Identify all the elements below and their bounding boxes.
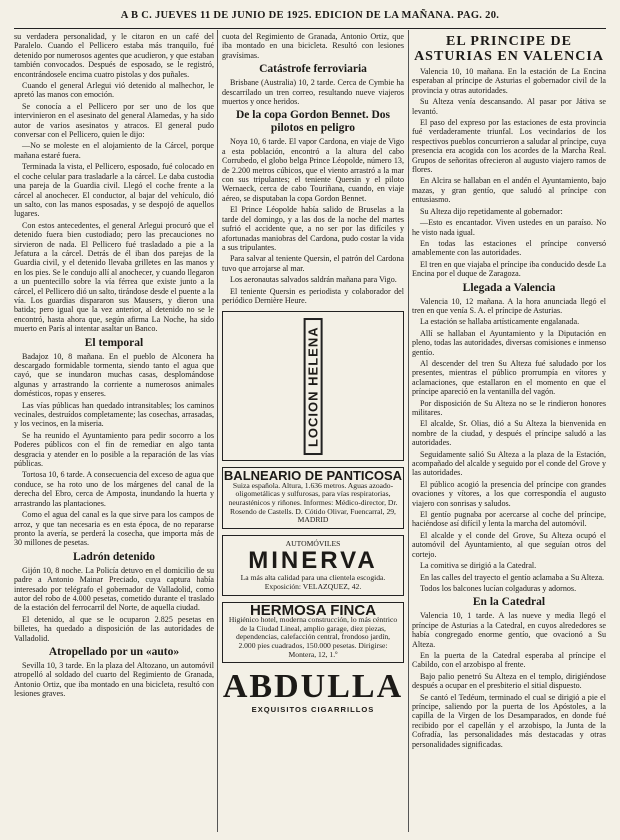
ad-abdulla-title: ABDULLA (222, 668, 404, 706)
article-paragraph: Seguidamente salió Su Alteza a la plaza de la Estación, acompañado del alcalde y seguido por el conde del Grove y las autoridades. (412, 449, 606, 478)
ad-minerva-title: MINERVA (248, 547, 378, 575)
article-paragraph: El teniente Quersin es periodista y colaborador del periódico Dernière Heure. (222, 286, 404, 305)
article-paragraph: El alcalde, Sr. Olias, dió a Su Alteza la bienvenida en nombre de la ciudad, y después el príncipe saludó a las autoridades. (412, 419, 606, 448)
ad-locion-helena-text: LOCION HELENA (303, 318, 322, 455)
article-paragraph: El público acogió la presencia del príncipe con grandes ovaciones y vítores, a los que correspondía el augusto viajero con sonrisas y saludos. (412, 479, 606, 508)
article-paragraph: —No se moleste en el alojamiento de la Cárcel, porque mañana estaré fuera. (14, 141, 214, 160)
advertisement-minerva (222, 535, 404, 596)
advertisement-panticosa (222, 467, 404, 528)
article-paragraph: Badajoz 10, 8 mañana. En el pueblo de Alconera ha descargado formidable tormenta, siendo tanto el agua que cayó, que se inundaron muchas casas, desplomándose algunas y arrastrando la corriente a numerosos animales domésticos, ropas y enseres. (14, 351, 214, 399)
column-middle (222, 32, 404, 832)
article-paragraph: La estación se hallaba artísticamente engalanada. (420, 317, 580, 327)
article-paragraph: El tren en que viajaba el príncipe iba conducido desde La Encina por el duque de Zaragoza. (412, 259, 606, 279)
article-paragraph: En Alcira se hallaban en el andén el Ayuntamiento, bajo mazas, y gran gentío, que saludó al príncipe con entusiasmo. (412, 176, 606, 205)
article-paragraph: Valencia 10, 12 mañana. A la hora anunciada llegó el tren en que venía S. A. el príncipe de Asturias. (412, 296, 606, 315)
article-paragraph: El Prince Léopolde había salido de Bruselas a la tarde del domingo, y a las dos de la noche del martes sufrió el accidente que, a no ser por las difíciles y afortunadas maniobras del Cardona, pudo costar la vida a sus tripulantes. (222, 205, 404, 252)
article-paragraph: Las vías públicas han quedado intransitables; los caminos vecinales, destruídos completamente; las cosechas, arrasadas, y los vecinos, en la miseria. (14, 400, 214, 429)
column-divider (408, 30, 409, 832)
article-paragraph: El paso del expreso por las estaciones de esta provincia fué verdaderamente triunfal. Los vecindarios de los respectivos pueblos concurrieron a saludar al príncipe, cuya presencia era acogida con los acordes de la Marcha Real. Grupos de señoritas ofrecieron al augusto viajero ramos de flores. (412, 118, 606, 175)
ad-abdulla-text: EXQUISITOS CIGARRILLOS (251, 705, 375, 715)
header-rule (14, 28, 606, 29)
headline-ladron: Ladrón detenido (72, 550, 156, 563)
ad-hermosa-finca-title: HERMOSA FINCA (249, 601, 377, 619)
article-paragraph: Terminada la vista, el Pellicero, esposado, fué colocado en el coche celular para trasladarle a la cárcel. Le daba custodia una pareja de la Guardia civil. Llegó el coche frente a la cárcel al anochecer. El conductor, al bajar del vehículo, dió un salto, con las manos esposadas, y se despojó de aquellos lugares. (14, 162, 214, 219)
ad-minerva-top: AUTOMÓVILES (285, 538, 341, 548)
article-paragraph: Su Alteza dijo repetidamente al gobernador: (420, 206, 563, 216)
article-paragraph: Se cantó el Tedéum, terminado el cual se dirigió a pie el príncipe, saliendo por la puerta de los Apóstoles, a la capilla de la Virgen de los Desamparados, en donde fué recibido por el capellán y el arzobispo, la Junta de la Cofradía, las personalidades más destacadas y otras personalidades significadas. (412, 692, 606, 749)
article-paragraph: Sevilla 10, 3 tarde. En la plaza del Altozano, un automóvil atropelló al soldado del cuarto del Regimiento de Granada, Antonio Ortiz, que iba montado en una bicicleta, resultó con lesiones graves. (14, 660, 214, 699)
headline-copa-gordon-bennet: De la copa Gordon Bennet. Dos pilotos en peligro (236, 109, 390, 135)
ad-minerva-text: La más alta calidad para una clientela escogida. Exposición: VELAZQUEZ, 42. (240, 573, 386, 591)
article-paragraph: Su Alteza venía descansando. Al pasar por Játiva se levantó. (412, 97, 606, 116)
column-right (412, 32, 606, 832)
article-paragraph: Valencia 10, 1 tarde. A las nueve y media llegó el príncipe de Asturias a la Catedral, en cuyos alrededores se había congregado enorme gentío, que ovacionó a Su Alteza. (412, 611, 606, 649)
ad-panticosa-text: Suiza española. Altura, 1.636 metros. Aguas azoado-oligometálicas y sulfurosas, para vías respiratorias, neurasténicos y riñones. Informes: Médico-director, Dr. Rosendo de Castells. D. Cótido Olivar, Fuencarral, 29, MADRID (228, 480, 398, 525)
article-paragraph: cuota del Regimiento de Granada, Antonio Ortiz, que iba montado en una bicicleta. Resultó con lesiones gravísimas. (222, 32, 404, 60)
article-paragraph: Se ha reunido el Ayuntamiento para pedir socorro a los Poderes públicos con el fin de remediar en algo tanta desgracia y atender en lo posible a la reparación de las vías públicas. (14, 430, 214, 469)
ad-hermosa-finca-text: Higiénico hotel, moderna construcción, lo más céntrico de la Ciudad Lineal, amplio garage, diez piezas, dependencias, calefacción central, frondoso jardín, 2.000 pies cuadrados, 150.000 pesetas. Dirigirse: Montera, 12, 1.º (228, 615, 398, 659)
advertisement-hermosa-finca (222, 602, 404, 663)
article-paragraph: Como el agua del canal es la que sirve para los campos de arroz, y que tan necesaria es en esta época, de no repararse pronto la avería, se perderá la cosecha, que importa más de 30 millones de pesetas. (14, 510, 214, 548)
ad-panticosa-title: BALNEARIO DE PANTICOSA (223, 468, 403, 484)
article-paragraph: Todos los balcones lucían colgaduras y adornos. (420, 583, 577, 593)
article-paragraph: En las calles del trayecto el gentío aclamaba a Su Alteza. (420, 572, 605, 582)
article-paragraph: El gentío pugnaba por acercarse al coche del príncipe, haciéndose así difícil y lenta la marcha del automóvil. (412, 510, 606, 529)
article-paragraph: Cuando el general Arlegui vió detenido al malhechor, le apretó las manos con emoción. (14, 81, 214, 100)
article-paragraph: Gijón 10, 8 noche. La Policía detuvo en el domicilio de su padre a Antonio Mainar Preciado, cuya captura había interesado por telégrafo el gobernador de Valladolid, como autor del robo de 4.000 pesetas, cometido durante el traslado de la estación del ferrocarril del Norte, de aquella ciudad. (14, 565, 214, 613)
article-paragraph: El detenido, al que se le ocuparon 2.825 pesetas en billetes, ha quedado a disposición de las autoridades de Valladolid. (14, 614, 214, 643)
column-divider (217, 30, 218, 832)
headline-temporal: El temporal (84, 336, 144, 349)
article-paragraph: Al descender del tren Su Alteza fué saludado por los presentes, mientras el público prorrumpía en vítores y aclamaciones, que estallaron en el momento en que el príncipe apareció en la ventanilla del vagón. (412, 358, 606, 397)
headline-atropellado: Atropellado por un «auto» (48, 645, 180, 658)
headline-llegada-valencia: Llegada a Valencia (462, 281, 556, 294)
article-paragraph: Noya 10, 6 tarde. El vapor Cardona, en viaje de Vigo a esta población, encontró a la altura del cabo Corrubedo, el globo belga Prince Léopolde, número 13, de 2.200 metros cúbicos, que el viento arrastró a la mar con sus tripulantes; el teniente Quersin y el piloto Wernaeck, cerca de cabo Touriñana, cuando, en viaje aéreo, se disputaban la copa Gordon Bennet. (222, 137, 404, 203)
article-paragraph: El alcalde y el conde del Grove, Su Alteza ocupó el automóvil del Ayuntamiento, al que seguían otros del cortejo. (412, 530, 606, 559)
article-paragraph: Para salvar al teniente Quersin, el patrón del Cardona tuvo que arrojarse al mar. (222, 254, 404, 273)
article-paragraph: Con estos antecedentes, el general Arlegui procuró que el detenido fuera bien custodiado; pero las precauciones no sirvieron de nada. El Pellicero fué trasladado a pie a la Jefatura a la cárcel. Detrás de él iban dos parejas de la Guardia civil, y el detenido llevaba grilletes en las manos y en los pies. Se le condujo allí al anochecer, y cuando llegaron a un puentecillo sobre la vía férrea que existe junto a la cárcel, el Pellicero dió un salto, tirándose desde el puente a la vía. Los guardias dispararon sus Mausers, y dieron una batida; pero igual que la vez anterior, al detenido no se le encontró, hasta ahora que, según afirma La Noche, ha sido muerto en París al intentar asaltar un Banco. (14, 220, 214, 334)
masthead: A B C. JUEVES 11 DE JUNIO DE 1925. EDICION DE LA MAÑANA. PAG. 20. (120, 10, 500, 21)
headline-catedral: En la Catedral (472, 596, 546, 609)
article-paragraph: Brisbane (Australia) 10, 2 tarde. Cerca de Cymbie ha descarrilado un tren correo, resultando nueve viajeros muertos y once heridos. (222, 78, 404, 107)
article-paragraph: —Esto es encantador. Viven ustedes en un paraíso. No he visto nada igual. (412, 218, 606, 237)
article-paragraph: En la puerta de la Catedral esperaba al príncipe el Cabildo, con el arzobispo al frente. (412, 650, 606, 670)
article-paragraph: Valencia 10, 10 mañana. En la estación de La Encina esperaban al príncipe de Asturias el gobernador civil de la provincia y otras autoridades. (412, 67, 606, 95)
article-paragraph: Allí se hallaban el Ayuntamiento y la Diputación en pleno, todas las autoridades, diversas comisiones e inmenso gentío. (412, 328, 606, 357)
article-paragraph: su verdadera personalidad, y le citaron en un café del Paralelo. Cuando el Pellicero estaba más tranquilo, fué detenido por numerosos agentes que acudieron, y que estaban también convocados. Después de esposado, se le registró, encontrándosele encima cuatro pistolas y dos puñales. (14, 32, 214, 79)
article-paragraph: La comitiva se dirigió a la Catedral. (420, 561, 537, 571)
article-paragraph: Bajo palio penetró Su Alteza en el templo, dirigiéndose después a ocupar en el presbiterio el sitial dispuesto. (412, 671, 606, 691)
article-paragraph: En todas las estaciones el príncipe conversó amablemente con las autoridades. (412, 238, 606, 258)
headline-principe-asturias: EL PRINCIPE DE ASTURIAS EN VALENCIA (414, 34, 604, 64)
article-paragraph: Los aeronautas salvados saldrán mañana para Vigo. (230, 275, 397, 285)
article-paragraph: Por disposición de Su Alteza no se le rindieron honores militares. (412, 398, 606, 417)
advertisement-locion-helena (222, 311, 404, 461)
column-left (14, 32, 214, 832)
article-paragraph: Tortosa 10, 6 tarde. A consecuencia del exceso de agua que conduce, se ha roto uno de los márgenes del canal de la derecha del Ebro, cerca de Amposta, inundando la huerta y arrastrando las plantaciones. (14, 470, 214, 508)
article-paragraph: Se conocía a el Pellicero por ser uno de los que intervinieron en el asesinato del general Alamedas, y ha sido autor de varios asesinatos y atracos. El general pudo conversar con el Pellicero, quien le dijo: (14, 101, 214, 140)
headline-catastrofe: Catástrofe ferroviaria (259, 63, 367, 76)
advertisement-abdulla (222, 669, 404, 714)
